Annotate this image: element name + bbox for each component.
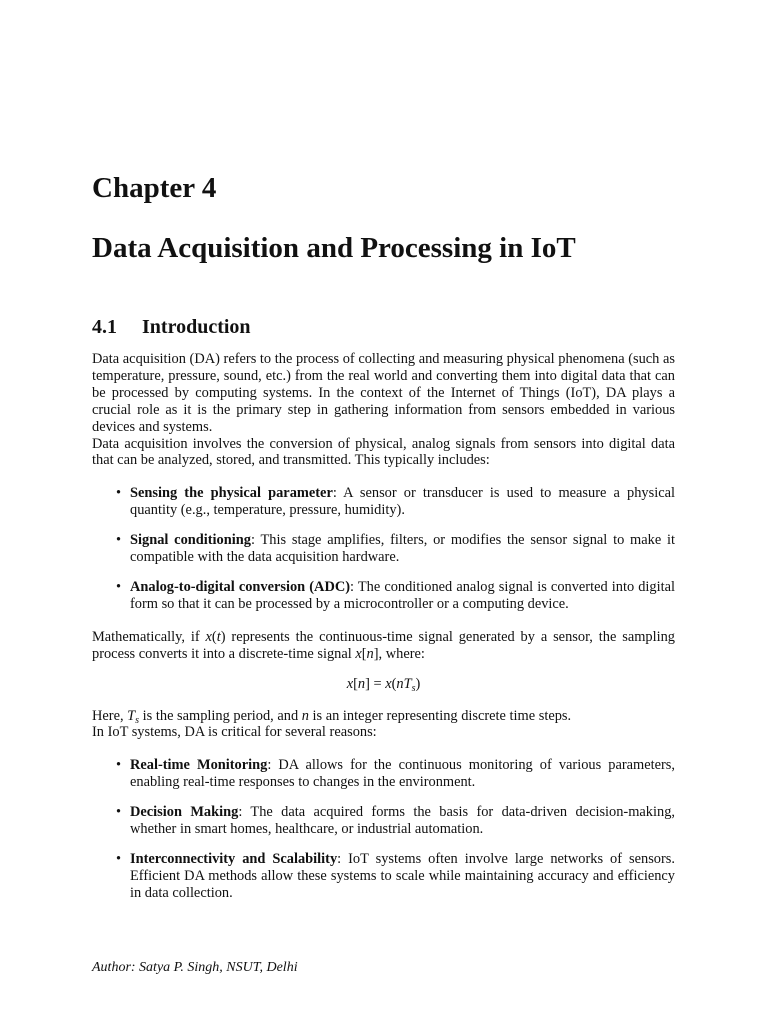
equation-symbol: x bbox=[385, 675, 392, 692]
list-item-text: : DA allows for the continuous monitoring of various parameters, enabling real-time responses to changes in the environment. bbox=[130, 757, 675, 791]
list-item-term: Interconnectivity and Scalability bbox=[130, 850, 338, 867]
math-symbol: x bbox=[205, 628, 212, 645]
bullet-icon: • bbox=[116, 850, 122, 867]
reasons-intro: In IoT systems, DA is critical for several reasons: bbox=[92, 724, 377, 741]
intro-paragraph-2: Data acquisition involves the conversion of physical, analog signals from sensors into digital data that can be analyzed, stored, and transmitted. This typically includes: bbox=[92, 435, 675, 469]
bullet-icon: • bbox=[116, 757, 122, 774]
equation-symbol: [ bbox=[353, 675, 358, 692]
math-paragraph bbox=[92, 629, 675, 663]
math-symbol: n bbox=[366, 645, 374, 662]
chapter-title: Data Acquisition and Processing in IoT bbox=[92, 232, 576, 264]
section-title: Introduction bbox=[142, 316, 251, 338]
sampling-equation bbox=[92, 676, 675, 693]
list-item bbox=[92, 804, 675, 838]
list-item-term: Sensing the physical parameter bbox=[130, 485, 333, 502]
equation-symbol: x bbox=[346, 675, 354, 692]
list-item-term: Analog-to-digital conversion (ADC) bbox=[130, 578, 351, 595]
bullet-icon: • bbox=[116, 485, 122, 502]
math-text: represents the continuous-time signal generated by a sensor, the sampling process converts it into a discrete-time signal bbox=[92, 628, 675, 662]
math-text: is an integer representing discrete time steps. bbox=[308, 707, 572, 724]
equation-symbol: = bbox=[369, 675, 386, 692]
reasons-list bbox=[92, 757, 675, 901]
section-heading bbox=[92, 314, 251, 340]
list-item-text: : A sensor or transducer is used to measure a physical quantity (e.g., temperature, pressure, humidity). bbox=[130, 485, 675, 519]
math-symbol: T bbox=[127, 707, 136, 724]
math-subscript: s bbox=[135, 714, 140, 726]
math-symbol: ( bbox=[211, 628, 217, 645]
equation-symbol: nT bbox=[396, 675, 412, 692]
bullet-icon: • bbox=[116, 532, 122, 549]
math-symbol: t bbox=[216, 628, 221, 645]
equation-symbol: ( bbox=[391, 675, 397, 692]
list-item bbox=[92, 485, 675, 519]
equation-subscript: s bbox=[411, 682, 416, 694]
list-item-term: Decision Making bbox=[130, 804, 239, 821]
list-item bbox=[92, 851, 675, 902]
math-symbol: x bbox=[355, 645, 362, 662]
equation-symbol: ] bbox=[365, 675, 370, 692]
list-item bbox=[92, 579, 675, 613]
math-text: Mathematically, if bbox=[92, 628, 206, 645]
intro-paragraph-1: Data acquisition (DA) refers to the process of collecting and measuring physical phenomena (such as temperature, pressure, sound, etc.) from the real world and converting them into digital data that can be processed by computing systems. In the context of the Internet of Things (IoT), DA plays a crucial role as it is the primary step in gathering information from sensors embedded in various devices and systems. bbox=[92, 351, 675, 435]
math-symbol: ) bbox=[220, 628, 226, 645]
equation-symbol: n bbox=[357, 675, 366, 692]
list-item bbox=[92, 532, 675, 566]
list-item-text: : This stage amplifies, filters, or modifies the sensor signal to make it compatible with the data acquisition hardware. bbox=[130, 532, 675, 566]
bullet-icon: • bbox=[116, 804, 122, 821]
bullet-icon: • bbox=[116, 578, 122, 595]
page-footer: Author: Satya P. Singh, NSUT, Delhi bbox=[92, 960, 298, 975]
chapter-label: Chapter 4 bbox=[92, 172, 217, 204]
equation-symbol: ) bbox=[415, 675, 421, 692]
math-text: , where: bbox=[378, 645, 425, 662]
math-symbol: [ bbox=[361, 645, 367, 662]
section-number: 4.1 bbox=[92, 316, 117, 338]
list-item-text: : The data acquired forms the basis for data-driven decision-making, whether in smart homes, healthcare, or industrial automation. bbox=[130, 804, 675, 838]
math-text: Here, bbox=[92, 707, 128, 724]
list-item-term: Signal conditioning bbox=[130, 532, 251, 549]
list-item bbox=[92, 757, 675, 791]
math-symbol: n bbox=[301, 707, 309, 724]
section-body bbox=[92, 351, 675, 918]
math-symbol: ] bbox=[373, 645, 379, 662]
math-text: is the sampling period, and bbox=[139, 707, 302, 724]
list-item-term: Real-time Monitoring bbox=[130, 757, 268, 774]
sampling-explanation bbox=[92, 708, 675, 725]
list-item-text: : IoT systems often involve large networks of sensors. Efficient DA methods allow these systems to scale while maintaining accuracy and efficiency in data collection. bbox=[130, 850, 675, 901]
acquisition-steps-list bbox=[92, 485, 675, 612]
list-item-text: : The conditioned analog signal is converted into digital form so that it can be processed by a microcontroller or a computing device. bbox=[130, 578, 675, 612]
